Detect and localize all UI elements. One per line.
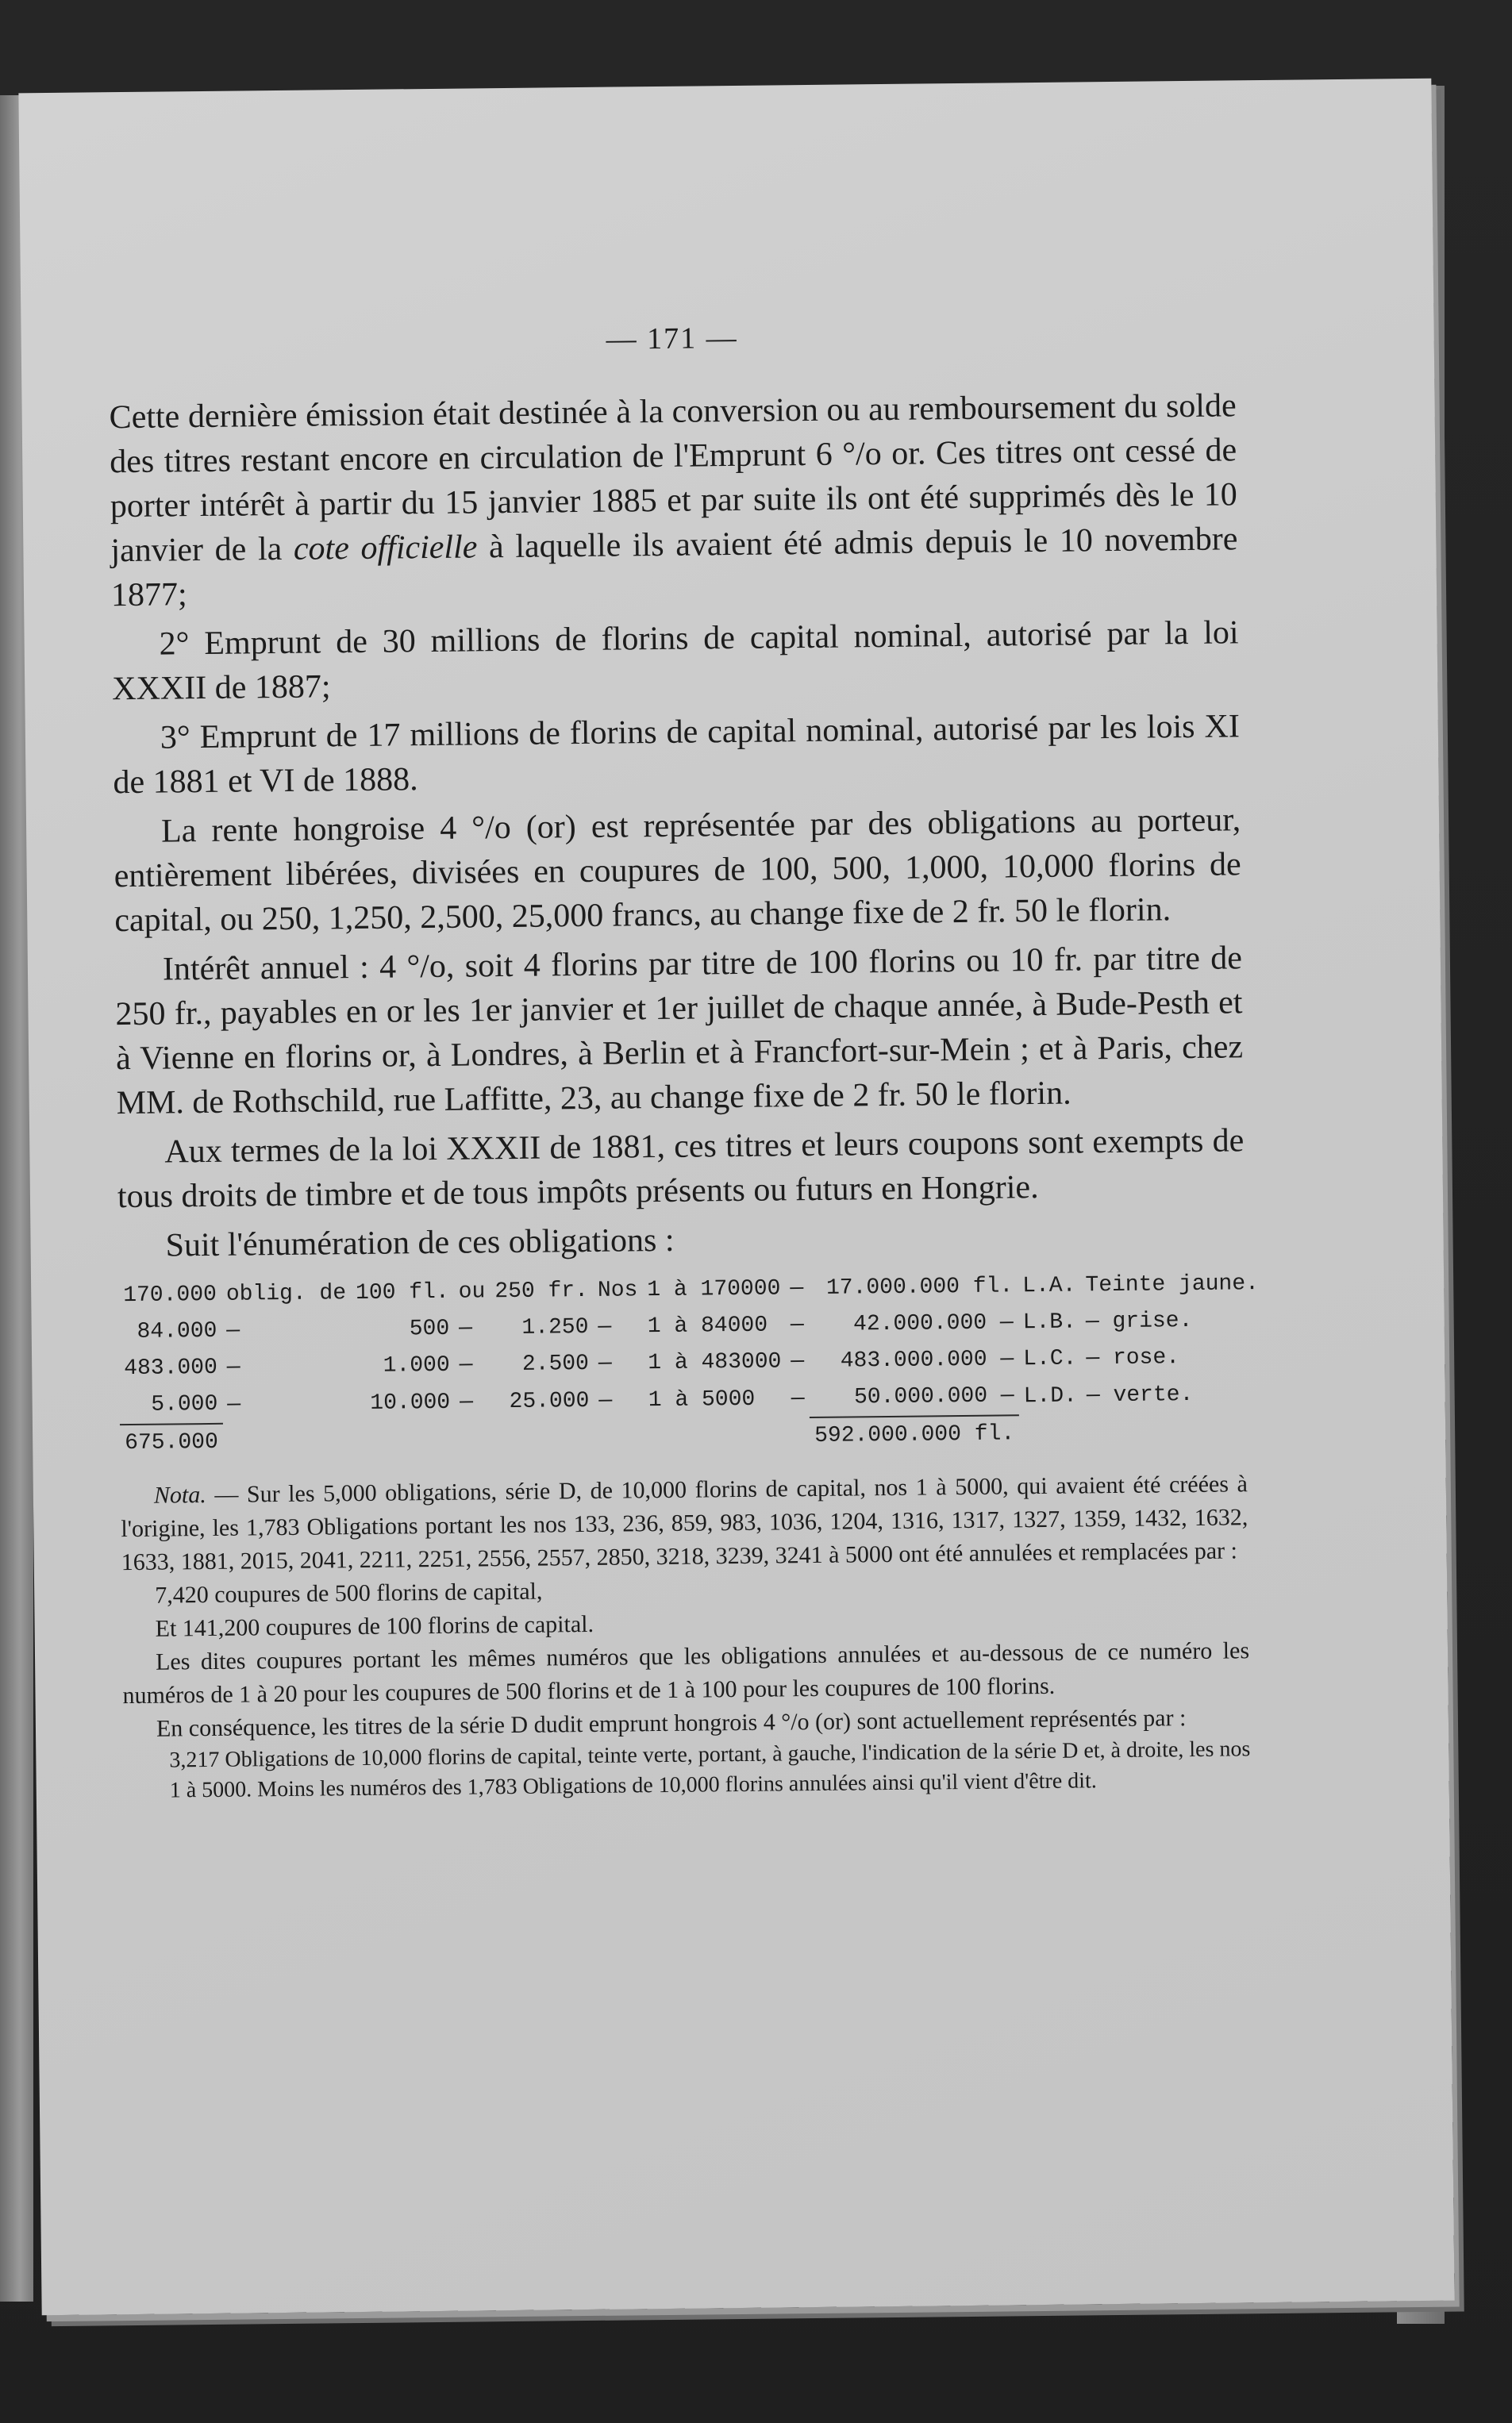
table-cell: 500: [409, 1316, 450, 1342]
page-content: [108, 310, 1260, 1806]
table-cell: [223, 1417, 810, 1461]
table-cell: 1 à 170000: [647, 1276, 781, 1303]
total-count: 675.000: [125, 1429, 218, 1456]
paragraph-text: Cette dernière émission était destinée à la conversion ou au remboursement du solde des titres restant encore en circulation de l'Emprunt 6 °/o or. Ces titres ont cessé de porter intérêt à partir du 15 janvier 1885 et par suite ils ont été supprimés dès le 10 janvier de la: [109, 387, 1238, 570]
table-cell: 50.000.000 —: [809, 1378, 1019, 1417]
table-cell: 17.000.000 fl.: [825, 1274, 1014, 1301]
italic-phrase: cote officielle: [293, 529, 478, 567]
note-paragraph: En conséquence, les titres de la série D dudit emprunt hongrois 4 °/o (or) sont actuellement représentés par :: [156, 1705, 1187, 1742]
table-cell: —: [598, 1388, 613, 1413]
table-cell: 170.000: [123, 1282, 217, 1309]
note-sub-paragraph: 3,217 Obligations de 10,000 florins de capital, teinte verte, portant, à gauche, l'indication de la série D et, à droite, les nos 1 à 5000. Moins les numéros des 1,783 Obligations de 10,000 florins annulées ainsi qu'il vient d'être dit.: [169, 1736, 1251, 1803]
table-cell: — verte.: [1086, 1382, 1194, 1409]
table-cell: 10.000: [370, 1390, 451, 1416]
table-cell: —: [226, 1318, 240, 1344]
table-cell: —: [459, 1352, 473, 1378]
table-cell: 100 fl.: [355, 1279, 449, 1306]
paragraph-text: à laquelle ils avaient été admis depuis le 10 novembre 1877;: [110, 521, 1238, 614]
paragraph-conversion: [109, 383, 1238, 617]
table-cell: — rose.: [1086, 1345, 1180, 1371]
paragraph-emprunt-3: 3° Emprunt de 17 millions de florins de capital nominal, autorisé par les lois XI de 1881 et VI de 1888.: [113, 708, 1241, 802]
book-page: [18, 79, 1454, 2315]
table-cell: 1.000: [383, 1352, 450, 1379]
table-cell: 250 fr.: [494, 1278, 589, 1305]
paragraph-enumeration: Suit l'énumération de ces obligations :: [165, 1221, 675, 1264]
table-cell: —: [791, 1349, 805, 1375]
table-cell: —: [791, 1386, 805, 1412]
table-cell: —: [790, 1276, 804, 1302]
table-cell: 1 à 84000: [647, 1313, 768, 1340]
page-number: — 171 —: [606, 321, 738, 356]
paragraph-loi: Aux termes de la loi XXXII de 1881, ces titres et leurs coupons sont exempts de tous droits de timbre et de tous impôts présents ou futurs en Hongrie.: [117, 1122, 1245, 1216]
table-cell: 84.000: [137, 1318, 217, 1344]
note-line: Et 141,200 coupures de 100 florins de capital.: [155, 1610, 594, 1642]
table-cell: —: [459, 1316, 473, 1341]
total-amount: 592.000.000 fl.: [814, 1421, 1015, 1448]
paragraph-emprunt-2: 2° Emprunt de 30 millions de florins de capital nominal, autorisé par la loi XXXII de 1887;: [112, 614, 1239, 708]
table-cell: Nos: [597, 1278, 638, 1303]
table-cell: ou: [458, 1279, 486, 1305]
table-cell: L.A.: [1022, 1273, 1076, 1299]
table-cell: 25.000: [509, 1388, 590, 1415]
table-cell: 483.000: [124, 1355, 218, 1382]
table-cell: 483.000.000 —: [840, 1347, 1014, 1374]
table-cell: L.C.: [1023, 1346, 1077, 1372]
note-paragraph: Les dites coupures portant les mêmes numéros que les obligations annulées et au-dessous de ce numéro les numéros de 1 à 20 pour les coupures de 500 florins et de 1 à 100 pour les coupures de 100 florins.: [122, 1637, 1250, 1710]
paragraph-rente: La rente hongroise 4 °/o (or) est représentée par des obligations au porteur, entièrement libérées, divisées en coupures de 100, 500, 1,000, 10,000 florins de capital, ou 250, 1,250, 2,500, 25,000 francs, au change fixe de 2 fr. 50 le florin.: [113, 802, 1241, 940]
table-cell: —: [598, 1314, 612, 1340]
nota-paragraph: [121, 1467, 1248, 1579]
table-cell: Teinte jaune.: [1085, 1271, 1260, 1298]
table-cell: —: [226, 1355, 240, 1380]
nota-text: — Sur les 5,000 obligations, série D, de 10,000 florins de capital, nos 1 à 5000, qui avaient été créées à l'origine, les 1,783 Obligations portant les nos 133, 236, 859, 983, 1036, 1204, 1316, 1317, 1327, 1359, 1432, 1632, 1633, 1881, 2015, 2041, 2211, 2251, 2556, 2557, 2850, 3218, 3239, 3241 à 5000 ont été annulées et remplacées par :: [121, 1471, 1248, 1576]
emission-table: [118, 1266, 1265, 1462]
table-cell: 1.250: [521, 1314, 589, 1340]
table-cell: 5.000: [119, 1386, 222, 1425]
table-cell: —: [460, 1390, 474, 1415]
table-cell: oblig. de: [225, 1281, 347, 1307]
table-cell: [1019, 1413, 1265, 1452]
table-cell: —: [227, 1392, 241, 1417]
nota-label: Nota.: [153, 1482, 206, 1509]
table-cell: — grise.: [1085, 1308, 1193, 1335]
table-cell: —: [598, 1351, 612, 1376]
table-cell: 1 à 483000: [648, 1349, 782, 1376]
paragraph-interet: Intérêt annuel : 4 °/o, soit 4 florins par titre de 100 florins ou 10 fr. par titre de 250 fr., payables en or les 1er janvier et 1er juillet de chaque année, à Bude-Pesth et à Vienne en florins or, à Londres, à Berlin et à Francfort-sur-Mein ; et à Paris, chez MM. de Rothschild, rue Laffitte, 23, au change fixe de 2 fr. 50 le florin.: [115, 940, 1244, 1122]
table-cell: 1 à 5000: [648, 1386, 756, 1413]
table-cell: —: [790, 1313, 804, 1338]
table-cell: L.B.: [1022, 1310, 1077, 1336]
table-cell: 42.000.000 —: [852, 1310, 1014, 1337]
table-cell: L.D.: [1023, 1383, 1078, 1410]
notes-section: [121, 1467, 1251, 1806]
table-cell: 2.500: [521, 1351, 590, 1377]
note-line: 7,420 coupures de 500 florins de capital,: [155, 1578, 543, 1609]
